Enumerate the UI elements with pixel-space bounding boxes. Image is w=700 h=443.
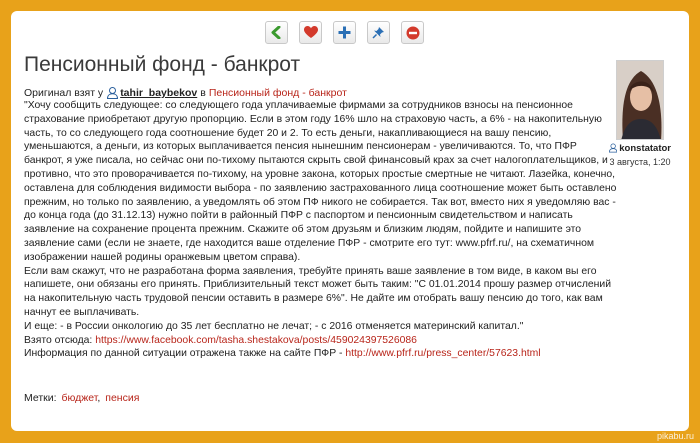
- post-title: Пенсионный фонд - банкрот: [24, 53, 301, 76]
- source-post-link[interactable]: Пенсионный фонд - банкрот: [208, 87, 347, 99]
- post-paragraph: И еще: - в России онкологию до 35 лет бесплатно не лечат; - с 2016 отменяется материнский капитал.": [24, 320, 524, 332]
- pfr-label: Информация по данной ситуации отражена также на сайте ПФР -: [24, 348, 343, 360]
- original-prefix: Оригинал взят у: [24, 87, 104, 99]
- post-toolbar: [265, 21, 424, 44]
- add-button[interactable]: [333, 21, 356, 44]
- author-link[interactable]: tahir_baybekov: [120, 87, 198, 99]
- avatar-portrait: [617, 61, 664, 140]
- tags-label: Метки:: [24, 392, 57, 404]
- back-button[interactable]: [265, 21, 288, 44]
- post-body: [24, 99, 619, 361]
- like-button[interactable]: [299, 21, 322, 44]
- source-label: Взято отсюда:: [24, 334, 93, 346]
- author-card: [609, 60, 671, 167]
- minus-icon: [406, 26, 420, 40]
- remove-button[interactable]: [401, 21, 424, 44]
- user-icon: [107, 87, 118, 99]
- source-url-link[interactable]: https://www.facebook.com/tasha.shestakova/posts/459024397526086: [95, 334, 417, 346]
- post-tags: Метки: бюджет, пенсия: [24, 392, 140, 404]
- post-paragraph: Если вам скажут, что не разработана форма заявления, требуйте принять ваше заявление в том виде, в каком вы его напишете, они обязаны его принять. Приблизительный текст может быть таким: "С 01.01.2014 прошу размер отчислений на накопительную часть трудовой пенсии оставить в размере 6%". Не дайте им отобрать вашу пенсию до того, как вам начнут ее выплачивать.: [24, 265, 612, 318]
- avatar-username-row: [609, 142, 671, 154]
- pin-button[interactable]: [367, 21, 390, 44]
- source-line: [24, 334, 619, 348]
- in-word: в: [200, 87, 206, 99]
- pfr-url-link[interactable]: http://www.pfrf.ru/press_center/57623.html: [345, 348, 541, 360]
- watermark: pikabu.ru: [656, 431, 694, 441]
- tag-link[interactable]: бюджет: [61, 392, 98, 404]
- plus-icon: [338, 26, 351, 39]
- avatar[interactable]: [616, 60, 664, 140]
- back-arrow-icon: [270, 26, 283, 39]
- post-date: 3 августа, 1:20: [609, 157, 671, 167]
- tag-link[interactable]: пенсия: [105, 392, 140, 404]
- post-paragraph: "Хочу сообщить следующее: со следующего года уплачиваемые фирмами за сотрудников взносы на пенсионное страхование приобретают другую пропорцию. Если в этом году 16% шло на страховую часть, а 6% - на накопительную часть, то со следующего года соотношение будет 20 и 2. То есть деньги, накапливающиеся на вашу пенсию, уменьшаются, а деньги, из которых выплачивается пенсия нынешним пенсионерам - увеличиваются. То, что ПФР банкрот, я уже писала, но сейчас они по-тихому пытаются скрыть свой финансовый крах за счет налогоплательщиков, и противно, что это проворачивается по-тихому, на уровне закона, которых простые смертные не читают. Лазейка, конечно, оставлена для соблюдения видимости выбора - по заявлению застрахованного лица соотношение может быть оставлено прежним, но только по заявлению, а уведомлять об этом ПФ никого не собирается. Так вот, вместо них я уведомляю вас - до конца года (до 31.12.13) нужно пойти в районный ПФР с паспортом и пенсионным свидетельством и написать заявление на сохранение процента прежним. Скажите об этом друзьям и близким людям, пойдите и напишите это заявление сами (если не знаете, где находится ваше отделение ПФР - смотрите его тут: www.pfrf.ru/, на схематичном изображении нашей родины оранжевым цветом справа).: [24, 100, 617, 263]
- heart-icon: [304, 26, 318, 39]
- user-icon: [609, 142, 617, 154]
- pfr-line: [24, 347, 619, 361]
- post-card: [11, 11, 689, 431]
- username-link[interactable]: konstatator: [619, 142, 671, 154]
- post-attribution: [24, 87, 347, 99]
- pin-icon: [372, 26, 385, 39]
